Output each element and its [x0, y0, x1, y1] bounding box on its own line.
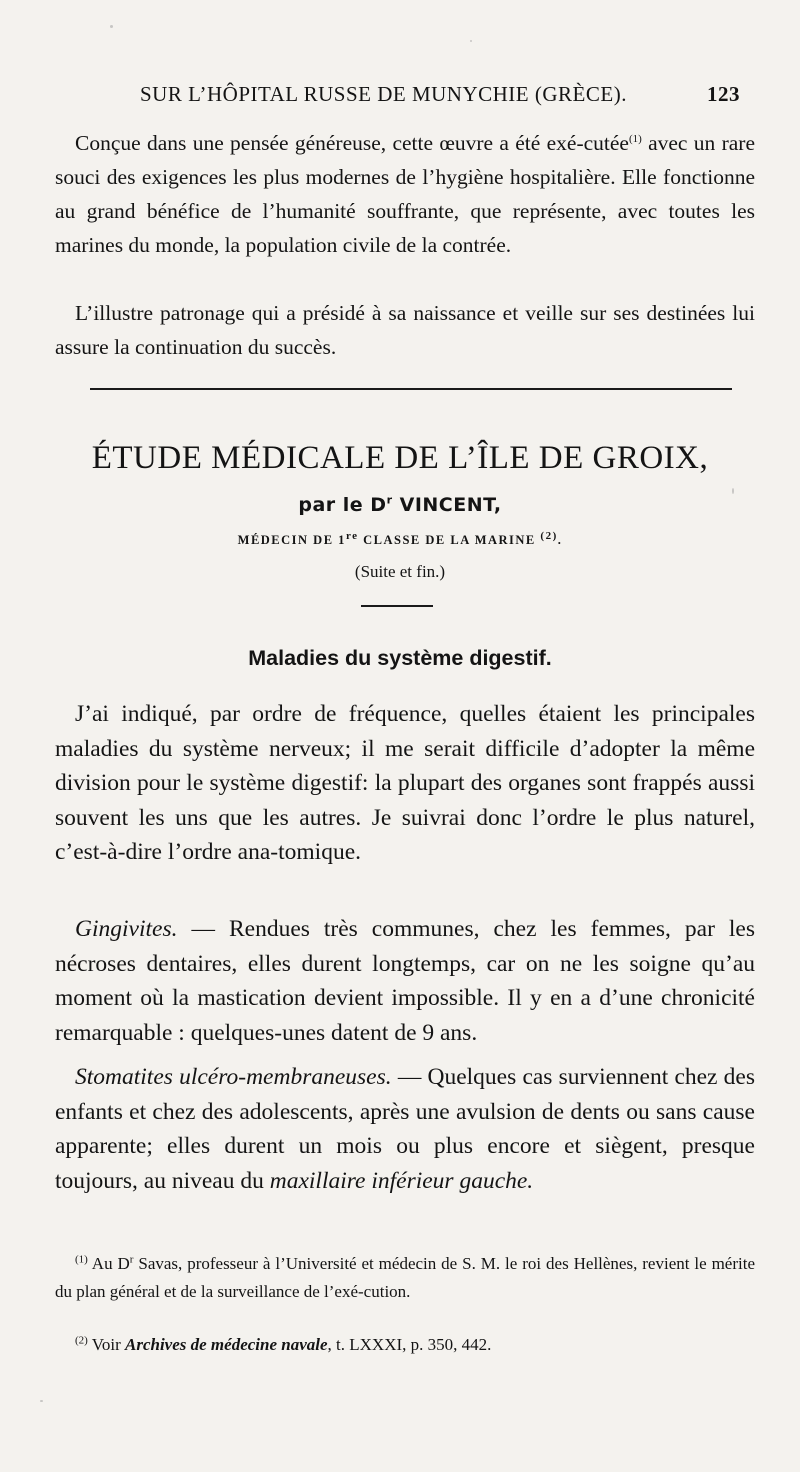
author-name: VINCENT,	[392, 494, 502, 516]
page-number: 123	[707, 82, 740, 106]
intro-p2-text: L’illustre patronage qui a présidé à sa naissance et veille sur ses destinées lui assure la continuation du succès.	[55, 301, 755, 359]
footnote-2-text-b: , t. LXXXI, p. 350, 442.	[327, 1335, 492, 1354]
author-title-sup: r	[386, 493, 393, 507]
body-p3-emphasis: maxillaire inférieur gauche.	[269, 1167, 534, 1194]
affiliation-end: .	[557, 533, 563, 547]
body-paragraph-1	[55, 697, 755, 870]
footnote-ref-2: (2)	[540, 529, 558, 542]
stomatites-lead-in: Stomatites ulcéro-membraneuses.	[75, 1064, 392, 1090]
article-author	[0, 494, 800, 516]
gingivites-lead-in: Gingivites.	[75, 916, 178, 942]
intro-p1-text-a: Conçue dans une pensée généreuse, cette œuvre a été exé-cutée	[75, 131, 629, 155]
affiliation-text-b: CLASSE DE LA MARINE	[358, 533, 541, 547]
article-title: ÉTUDE MÉDICALE DE L’ÎLE DE GROIX,	[91, 440, 709, 476]
body-paragraph-3	[55, 1060, 755, 1198]
paper-speck	[110, 25, 113, 28]
body-p1-text: J’ai indiqué, par ordre de fréquence, quelles étaient les principales maladies du système nerveux; il me serait difficile d’adopter la même division pour le système digestif: la plupart des organes sont frappés aussi souvent les uns que les autres. Je suivrai donc l’ordre le plus naturel, c’est-à-dire l’ordre ana-tomique.	[55, 701, 755, 866]
affiliation-sup: re	[345, 529, 359, 542]
section-heading: Maladies du système digestif.	[248, 646, 552, 670]
footnote-1	[55, 1250, 755, 1306]
running-head-title: SUR L’HÔPITAL RUSSE DE MUNYCHIE (GRÈCE).	[140, 82, 627, 106]
footnote-1-text-a: Au D	[87, 1254, 130, 1273]
body-p2-text: — Rendues très communes, chez les femmes, par les nécroses dentaires, elles durent longtemps, car on ne les soigne qu’au moment où la mastication devient impossible. Il y en a d’une chronicité remarquable : quelques-unes datent de 9 ans.	[55, 916, 755, 1046]
short-divider-rule	[361, 605, 433, 607]
paper-speck	[470, 40, 472, 42]
footnote-ref-1: (1)	[628, 132, 642, 145]
footnote-2	[55, 1331, 755, 1359]
continuation-note: (Suite et fin.)	[354, 562, 446, 581]
intro-paragraph-2	[55, 296, 755, 364]
body-p3-text-a: — Quelques cas surviennent chez des enfants et chez des adolescents, après une avulsion de dents ou sans cause apparente; elles durent un mois ou plus encore et siègent, presque toujours, au niveau du	[55, 1064, 755, 1194]
footnote-1-sup: r	[129, 1253, 134, 1266]
footnote-2-text-a: Voir	[87, 1335, 125, 1354]
footnote-2-marker: (2)	[75, 1334, 88, 1347]
footnote-1-text-b: Savas, professeur à l’Université et médecin de S. M. le roi des Hellènes, revient le mérite du plan général et de la surveillance de l’exé-cution.	[55, 1254, 755, 1301]
footnote-1-marker: (1)	[75, 1253, 88, 1266]
footnote-2-journal: Archives de médecine navale	[125, 1335, 328, 1354]
author-affiliation	[0, 529, 800, 548]
section-divider-rule	[90, 388, 732, 390]
paper-speck	[40, 1400, 43, 1402]
affiliation-text-a: MÉDECIN DE 1	[237, 533, 346, 547]
author-prefix: par le D	[298, 494, 387, 516]
intro-paragraph-1	[55, 126, 755, 262]
body-paragraph-2	[55, 912, 755, 1050]
paper-speck	[732, 488, 734, 494]
intro-p1-text-b: avec un rare souci des exigences les plus modernes de l’hygiène hospitalière. Elle fonctionne au grand bénéfice de l’humanité souffrante, que représente, avec toutes les marines du monde, la population civile de la contrée.	[55, 131, 755, 257]
